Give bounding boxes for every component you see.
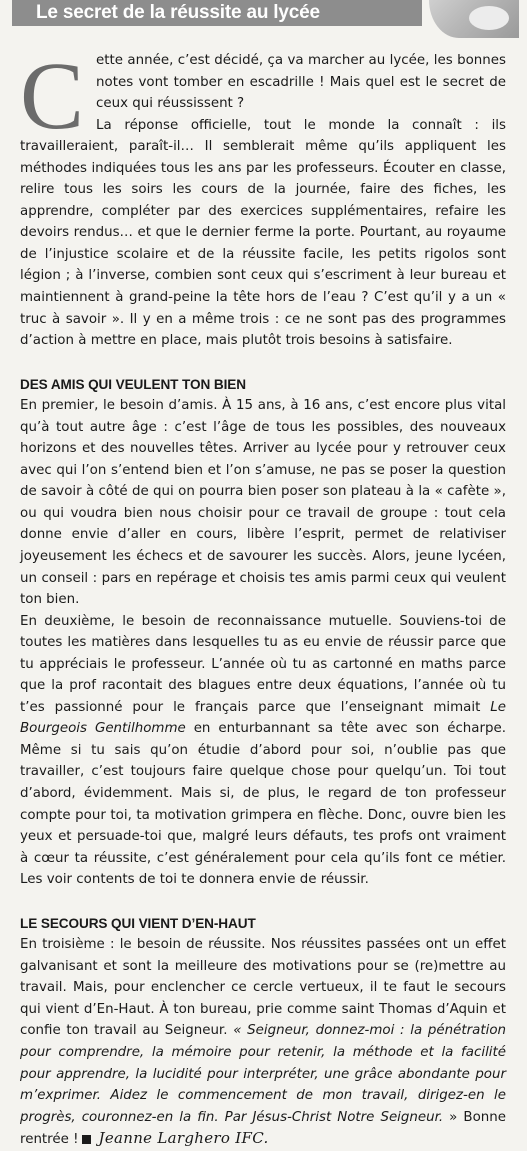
recognition-text-b: en enturbannant sa tête avec son écharpe. Même si tu sais qu’on étudie d’abord pour soi, n’oublie pas que travailler, c’est toujours faire quelque chose pour quelqu’un. Toi tout d’abord, évidemment. Mais si, de plus, le regard de ton professeur compte pour toi, ta motivation grimpera en flèche. Donc, ouvre bien les yeux et persuade-toi que, malgré leurs défauts, tes profs ont vraiment à cœur ta réussite, c’est généralement pour cela qu’ils font ce métier. Les voir contents de toi te donnera envie de réussir. <box>20 721 506 888</box>
section-heading-friends: DES AMIS QUI VEULENT TON BIEN <box>20 376 246 392</box>
friends-paragraph: En premier, le besoin d’amis. À 15 ans, à 16 ans, c’est encore plus vital qu’à tout autre âge : c’est l’âge de tous les possibles, des nouveaux horizons et des nouvelles têtes. Arriver au lycée pour y retrouver ceux avec qui l’on s’entend bien et l’on s’amuse, ne pas se poser la question de savoir à côté de qui on pourra bien poser son plateau à la « cafète », ou qui voudra bien nous choisir pour ce travail de groupe : tout cela donne envie d’aller en cours, libère l’esprit, permet de relativiser joyeusement les échecs et de savourer les succès. Alors, jeune lycéen, un conseil : pars en repérage et choisis tes amis parmi ceux qui veulent ton bien. <box>20 398 506 608</box>
closing-text: » Bonne rentrée ! <box>20 1109 506 1148</box>
recognition-text-a: En deuxième, le besoin de reconnaissance mutuelle. Souviens-toi de toutes les matières dans lesquelles tu as eu envie de réussir parce que tu appréciais le professeur. L’année où tu as cartonné en maths parce que la prof racontait des blagues entre deux équations, l’année où tu t’es passionné pour le français parce que l’enseignant mimait <box>20 613 506 715</box>
recognition-paragraph <box>20 611 506 891</box>
prayer-quote: « Seigneur, donnez-moi : la pénétration pour comprendre, la mémoire pour retenir, la méthode et la facilité pour apprendre, la lucidité pour interpréter, une grâce abondante pour m’exprimer. Aidez le commencement de mon travail, dirigez-en le progrès, couronnez-en la fin. Par Jésus-Christ Notre Seigneur. <box>20 1023 506 1125</box>
article-title: Le secret de la réussite au lycée <box>12 0 422 26</box>
intro-text-2: La réponse officielle, tout le monde la connaît : ils travailleraient, paraît-il… Il semblerait même qu’ils appliquent les méthodes indiquées tous les ans par les professeurs. Écouter en classe, relire tous les soirs les cours de la journée, faire des fiches, les apprendre, compléter par des exercices supplémentaires, refaire les devoirs rendus… et que le dernier ferme la porte. Pourtant, au royaume de l’injustice scolaire et de la réussite facile, les petits rigolos sont légion ; à l’inverse, combien sont ceux qui s’escriment à leur bureau et maintiennent à grand-peine la tête hors de l’eau ? C’est qu’il y a un « truc à savoir ». Il y en a même trois : ce ne sont pas des programmes d’action à mettre en place, mais plutôt trois besoins à satisfaire. <box>20 117 506 349</box>
handwritten-signature: Jeanne Larghero IFC. <box>98 1129 269 1148</box>
success-text: En troisième : le besoin de réussite. Nos réussites passées ont un effet galvanisant et sont la meilleure des motivations pour se (re)mettre au travail. Mais, pour enclencher ce cercle vertueux, il te faut le secours qui vient d’En-Haut. À ton bureau, prie comme saint Thomas d’Aquin et confie ton travail au Seigneur. <box>20 937 506 1039</box>
end-mark <box>82 1135 91 1144</box>
header-photo <box>429 0 519 38</box>
intro-text-1: ette année, c’est décidé, ça va marcher au lycée, les bonnes notes vont tomber en escadrille ! Mais quel est le secret de ceux qui réussissent ? <box>96 53 506 112</box>
section-heading-help: LE SECOURS QUI VIENT D’EN-HAUT <box>20 915 256 931</box>
book-title: Le Bourgeois Gentilhomme <box>20 699 506 737</box>
intro-paragraph <box>20 42 506 352</box>
article-body <box>20 42 506 1151</box>
success-paragraph <box>20 934 506 1150</box>
drop-cap: C <box>20 42 85 149</box>
photo-highlight <box>469 6 509 30</box>
